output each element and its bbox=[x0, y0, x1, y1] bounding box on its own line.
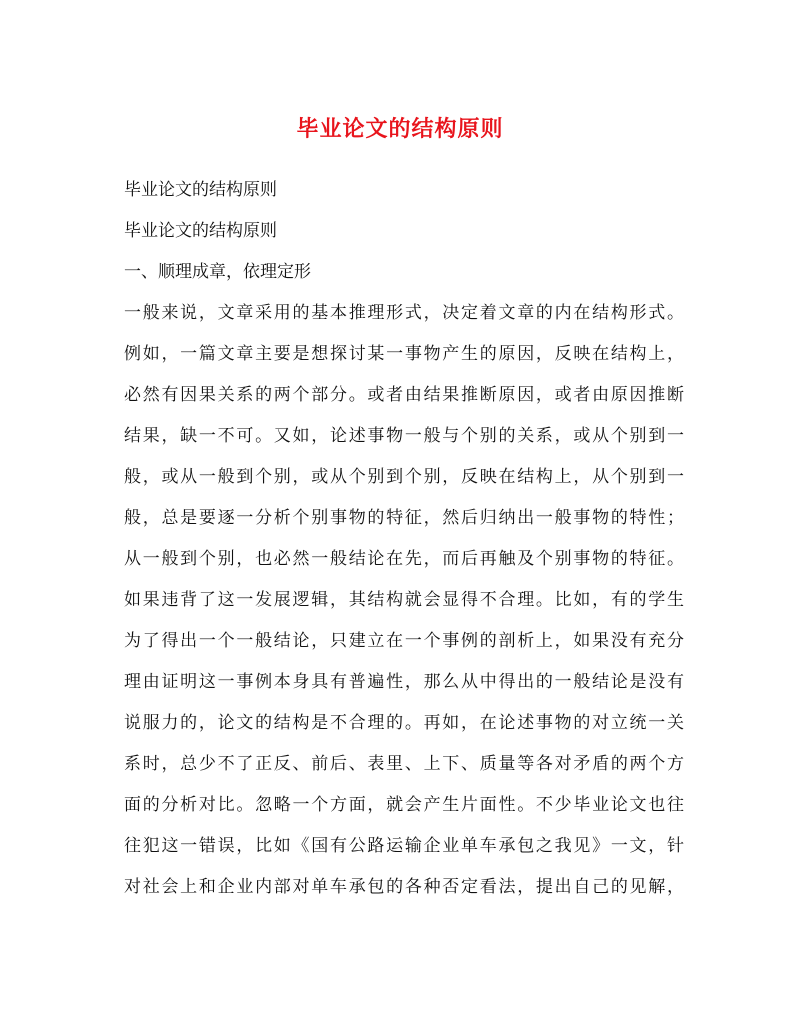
paragraph-line: 般，或从一般到个别，或从个别到个别，反映在结构上，从个别到一 bbox=[124, 467, 684, 487]
paragraph-line: 从一般到个别，也必然一般结论在先，而后再触及个别事物的特征。 bbox=[124, 549, 684, 569]
paragraph-line: 为了得出一个一般结论，只建立在一个事例的剖析上，如果没有充分 bbox=[124, 631, 684, 651]
paragraph-line: 说服力的，论文的结构是不合理的。再如，在论述事物的对立统一关 bbox=[124, 713, 684, 733]
paragraph-line: 往犯这一错误，比如《国有公路运输企业单车承包之我见》一文，针 bbox=[124, 836, 684, 856]
document-title: 毕业论文的结构原则 bbox=[296, 116, 504, 142]
document-body bbox=[124, 180, 684, 918]
paragraph-line: 必然有因果关系的两个部分。或者由结果推断原因，或者由原因推断 bbox=[124, 385, 684, 405]
paragraph-line: 如果违背了这一发展逻辑，其结构就会显得不合理。比如，有的学生 bbox=[124, 590, 684, 610]
paragraph-line: 例如，一篇文章主要是想探讨某一事物产生的原因，反映在结构上， bbox=[124, 344, 684, 364]
section-heading: 一、顺理成章，依理定形 bbox=[124, 262, 311, 282]
paragraph-line: 对社会上和企业内部对单车承包的各种否定看法，提出自己的见解， bbox=[124, 877, 684, 897]
subtitle-line: 毕业论文的结构原则 bbox=[124, 180, 277, 200]
paragraph-line: 般，总是要逐一分析个别事物的特征，然后归纳出一般事物的特性； bbox=[124, 508, 684, 528]
paragraph-line: 系时，总少不了正反、前后、表里、上下、质量等各对矛盾的两个方 bbox=[124, 754, 684, 774]
paragraph-line: 面的分析对比。忽略一个方面，就会产生片面性。不少毕业论文也往 bbox=[124, 795, 684, 815]
paragraph-line: 一般来说，文章采用的基本推理形式，决定着文章的内在结构形式。 bbox=[124, 303, 684, 323]
subtitle-line: 毕业论文的结构原则 bbox=[124, 221, 277, 241]
paragraph-line: 理由证明这一事例本身具有普遍性，那么从中得出的一般结论是没有 bbox=[124, 672, 684, 692]
paragraph-line: 结果，缺一不可。又如，论述事物一般与个别的关系，或从个别到一 bbox=[124, 426, 684, 446]
